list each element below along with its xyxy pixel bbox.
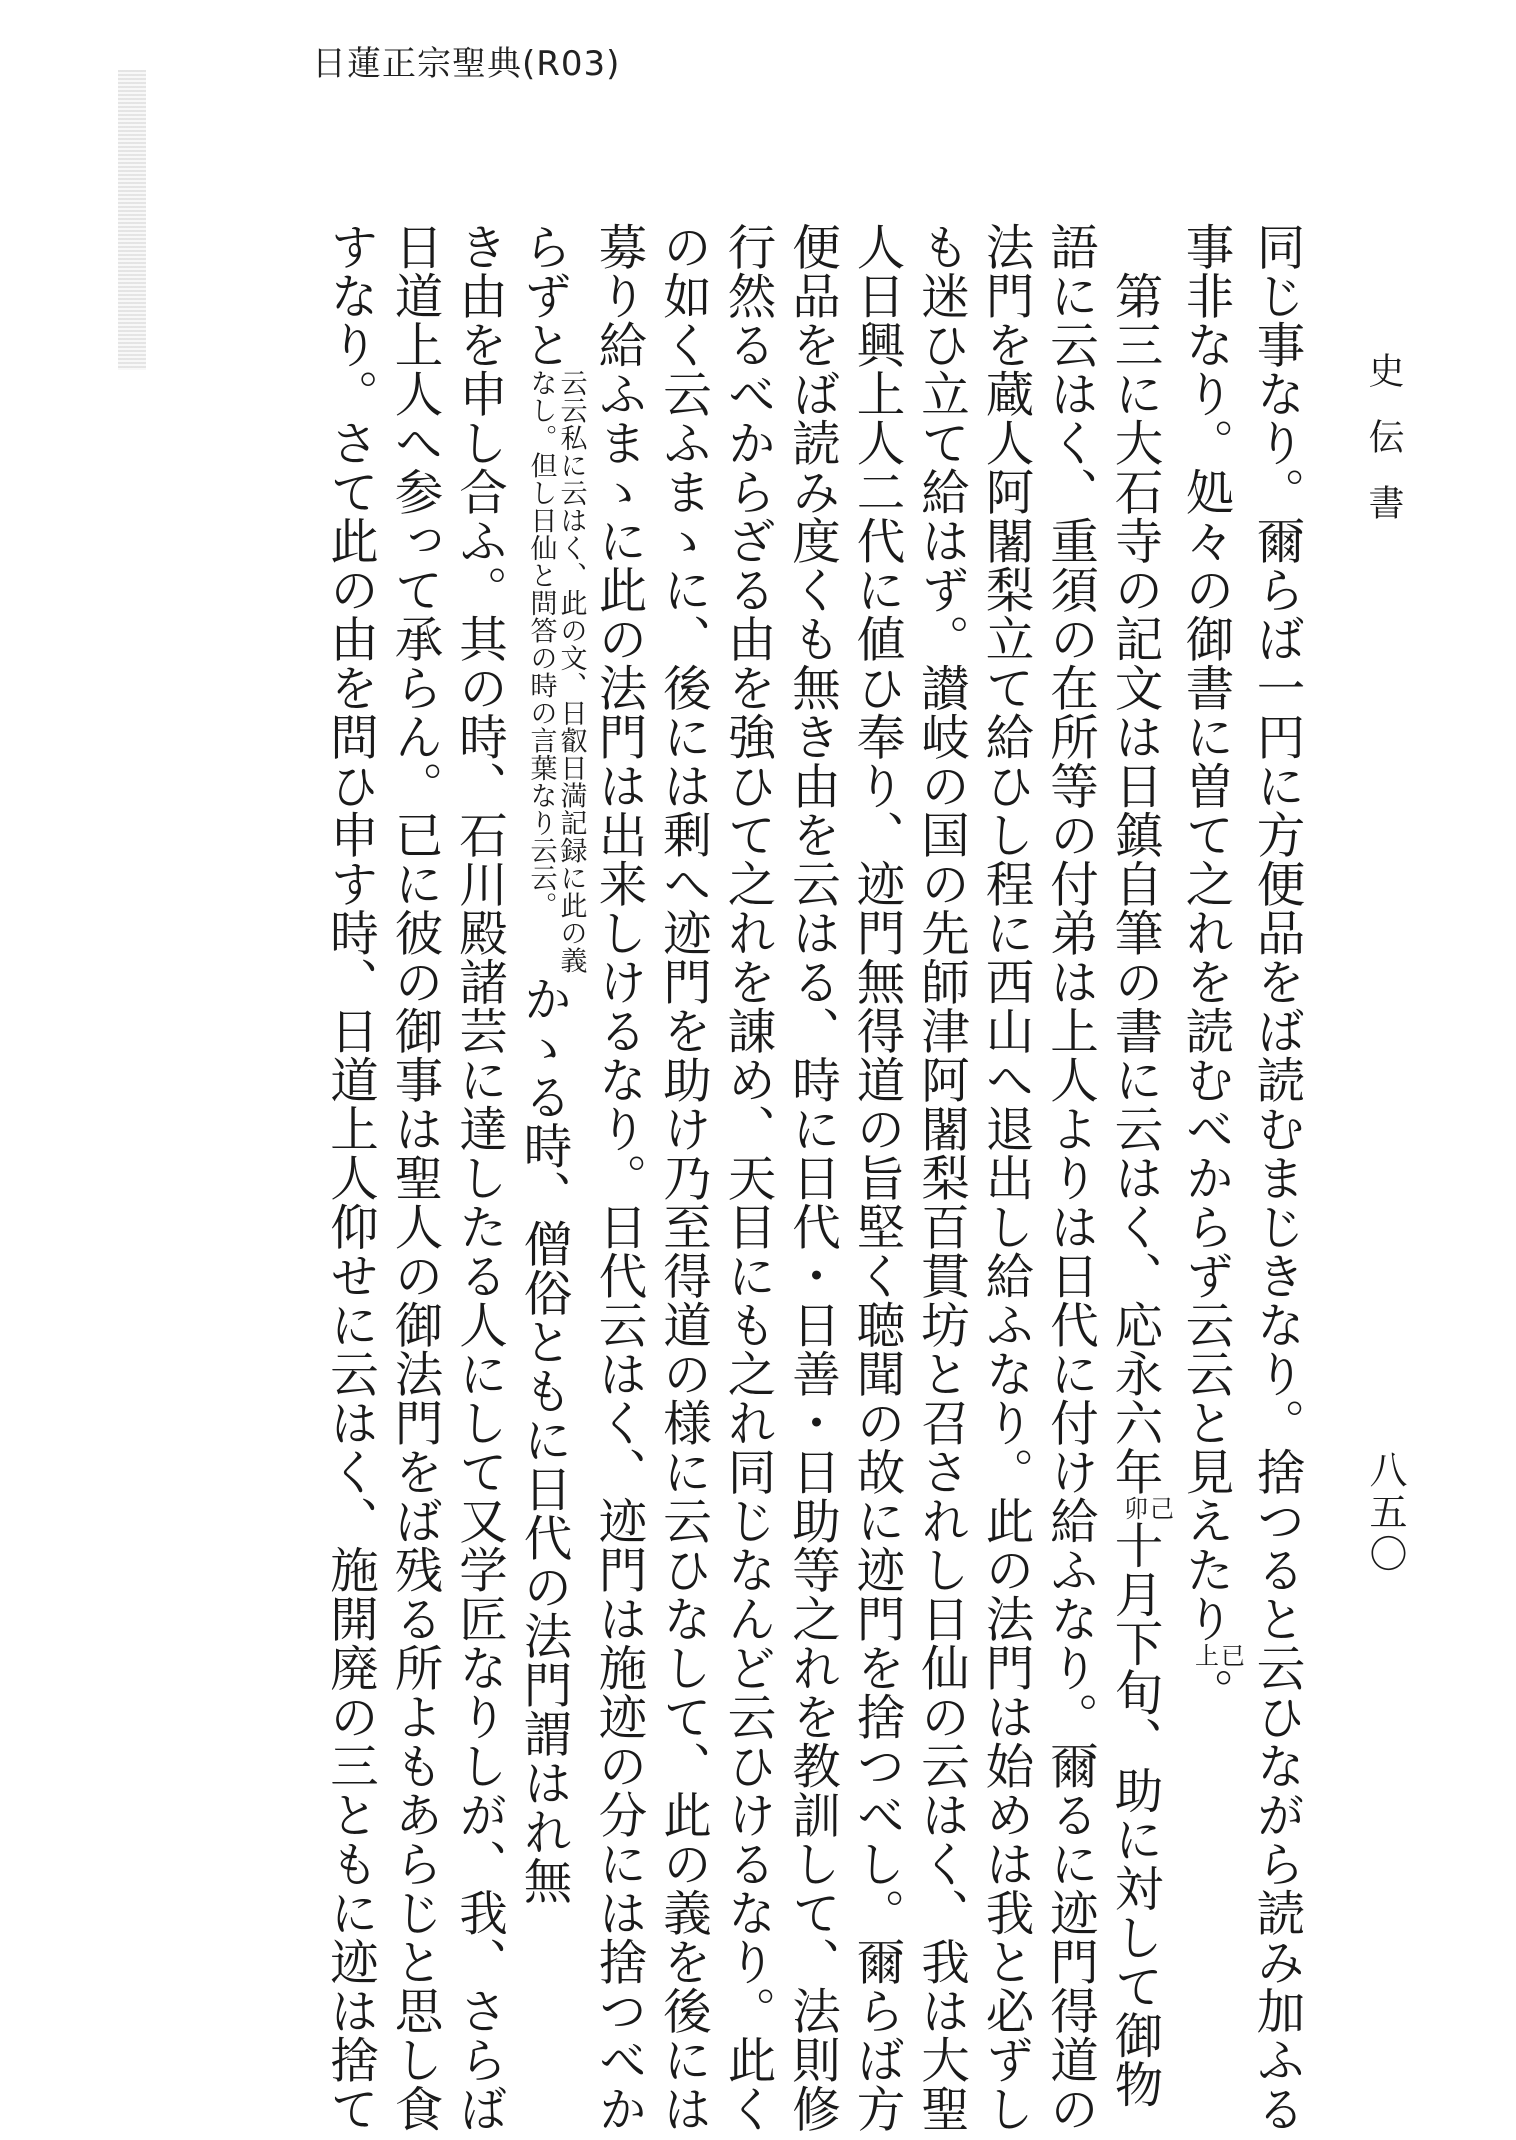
page-number: 八五〇 <box>1363 1450 1407 1576</box>
text-run: 事非なり。処々の御書に曽て之れを読むべからず云云と見えたり <box>1177 222 1233 1643</box>
text-column: 法門を蔵人阿闍梨立て給ひし程に西山へ退出し給ふなり。此の法門は始めは我と必ずし <box>977 222 1033 2133</box>
text-column: 日道上人へ参って承らん。已に彼の御事は聖人の御法門をば残る所よもあらじと思し食 <box>386 222 442 2133</box>
text-run: らずと <box>515 222 571 369</box>
text-run: 十月下旬、助に対して御物 <box>1106 1520 1162 2109</box>
text-column: も迷ひ立て給はず。讃岐の国の先師津阿闍梨百貫坊と召されし日仙の云はく、我は大聖 <box>912 222 969 2133</box>
inline-note-line: 己 <box>1145 1496 1174 1521</box>
text-column <box>1173 222 1244 1988</box>
warichu-line: なし。但し日仙と問答の時の言葉なり云云。 <box>525 369 557 919</box>
text-column: の如く云ふまゝに、後には剰へ迹門を助け乃至得道の様に云ひなして、此の義を後には <box>654 222 711 2133</box>
inline-note <box>1121 1496 1173 1521</box>
text-column: 人日興上人二代に値ひ奉り、迹門無得道の旨堅く聴聞の故に迹門を捨つべし。爾らば方 <box>848 222 904 2133</box>
text-column: 同じ事なり。爾らば一円に方便品をば読むまじきなり。捨つると云ひながら読み加ふる <box>1248 222 1304 2133</box>
scan-edge-artifact <box>118 70 146 370</box>
page-header-title: 日蓮正宗聖典(R03) <box>312 44 621 84</box>
running-head: 史伝書 <box>1363 352 1404 550</box>
text-column: 便品をば読み度くも無き由を云はる、時に日代・日善・日助等之れを教訓して、法則修 <box>783 222 840 2133</box>
vertical-body-text <box>317 222 1308 2133</box>
inline-note-line: 上 <box>1190 1643 1219 1668</box>
text-run: 。 <box>1177 1667 1233 1717</box>
warichu-note <box>526 369 586 974</box>
warichu-line: 云云私に云はく、此の文、日叡日満記録に此の義 <box>555 369 587 974</box>
text-run: 第三に大石寺の記文は日鎮自筆の書に云はく、応永六年 <box>1106 222 1162 1496</box>
text-column: き由を申し合ふ。其の時、石川殿諸芸に達したる人にして又学匠なりしが、我、さらば <box>450 222 507 2133</box>
text-run: かゝる時、僧俗ともに日代の法門謂はれ無 <box>515 974 571 1905</box>
text-column: 行然るべからざる由を強ひて之れを諌め、天目にも之れ同じなんど云ひけるなり。此く <box>719 222 775 2133</box>
text-column <box>1102 222 1174 2109</box>
inline-note-line: 卯 <box>1119 1496 1148 1521</box>
text-column: 募り給ふまゝに此の法門は出来しけるなり。日代云はく、迹門は施迹の分には捨つべか <box>590 222 646 2133</box>
text-column: 語に云はく、重須の在所等の付弟は上人よりは日代に付け給ふなり。爾るに迹門得道の <box>1041 222 1098 2133</box>
text-column <box>511 222 586 1988</box>
inline-note <box>1192 1643 1244 1668</box>
inline-note-line: 已 <box>1216 1643 1245 1668</box>
text-column: すなり。さて此の由を問ひ申す時、日道上人仰せに云はく、施開廃の三ともに迹は捨て <box>321 222 378 2133</box>
